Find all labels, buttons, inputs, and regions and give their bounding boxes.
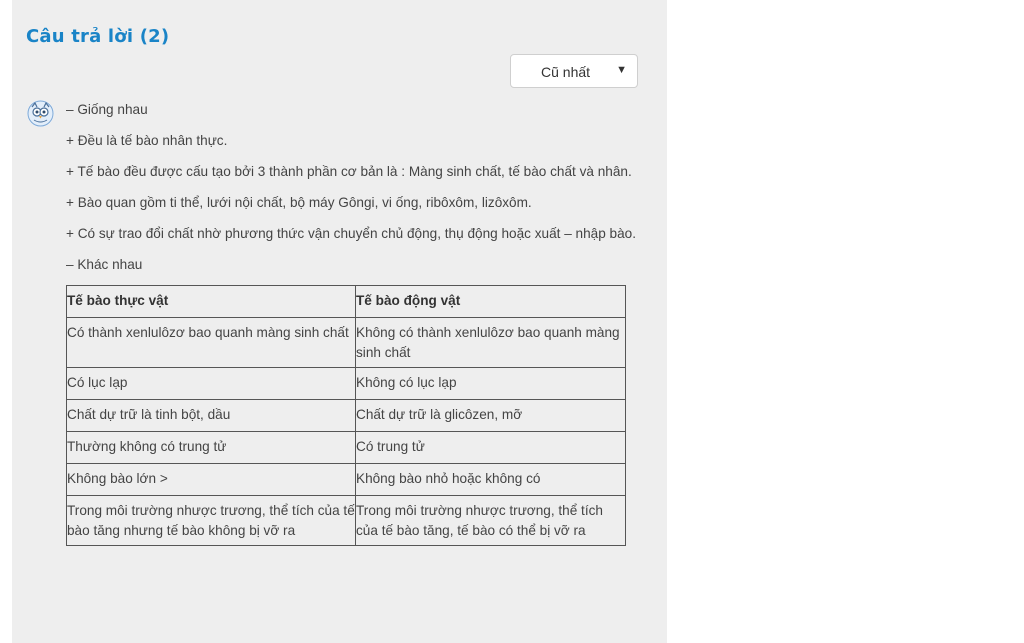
answer-paragraph: + Đều là tế bào nhân thực.	[66, 133, 228, 148]
table-cell: Không bào nhỏ hoặc không có	[356, 464, 626, 496]
table-cell: Trong môi trường nhược trương, thể tích của tế bào tăng nhưng tế bào không bị vỡ ra	[67, 496, 356, 546]
table-header-cell: Tế bào động vật	[356, 286, 626, 318]
answer-paragraph: + Tế bào đều được cấu tạo bởi 3 thành phần cơ bản là : Màng sinh chất, tế bào chất và nhân.	[66, 164, 632, 179]
sort-selected-value: Cũ nhất	[541, 64, 591, 80]
owl-avatar-icon[interactable]	[27, 100, 54, 127]
table-cell: Có trung tử	[356, 432, 626, 464]
answer-paragraph: – Giống nhau	[66, 102, 148, 117]
table-row	[67, 318, 626, 368]
sort-select[interactable]	[510, 54, 638, 88]
table-cell: Trong môi trường nhược trương, thể tích của tế bào tăng, tế bào có thể bị vỡ ra	[356, 496, 626, 546]
table-cell: Chất dự trữ là glicôzen, mỡ	[356, 400, 626, 432]
table-cell: Có thành xenlulôzơ bao quanh màng sinh chất	[67, 318, 356, 368]
table-cell: Không có lục lạp	[356, 368, 626, 400]
table-cell: Có lục lạp	[67, 368, 356, 400]
table-cell: Không bào lớn >	[67, 464, 356, 496]
table-header-row	[67, 286, 626, 318]
table-cell: Chất dự trữ là tinh bột, dầu	[67, 400, 356, 432]
comparison-table	[66, 285, 626, 546]
answer-paragraph: + Bào quan gồm ti thể, lưới nội chất, bộ máy Gôngi, vi ống, ribôxôm, lizôxôm.	[66, 195, 532, 210]
table-row	[67, 368, 626, 400]
table-header-cell: Tế bào thực vật	[67, 286, 356, 318]
table-row	[67, 400, 626, 432]
table-cell: Thường không có trung tử	[67, 432, 356, 464]
table-row	[67, 432, 626, 464]
table-row	[67, 464, 626, 496]
answers-heading: Câu trả lời (2)	[26, 26, 170, 47]
table-row	[67, 496, 626, 546]
answers-panel	[12, 0, 667, 643]
answer-paragraph: + Có sự trao đổi chất nhờ phương thức vận chuyển chủ động, thụ động hoặc xuất – nhập bào.	[66, 226, 637, 241]
answer-content	[66, 100, 636, 546]
table-cell: Không có thành xenlulôzơ bao quanh màng sinh chất	[356, 318, 626, 368]
answer-paragraph: – Khác nhau	[66, 257, 143, 272]
chevron-down-icon: ▼	[616, 64, 627, 76]
